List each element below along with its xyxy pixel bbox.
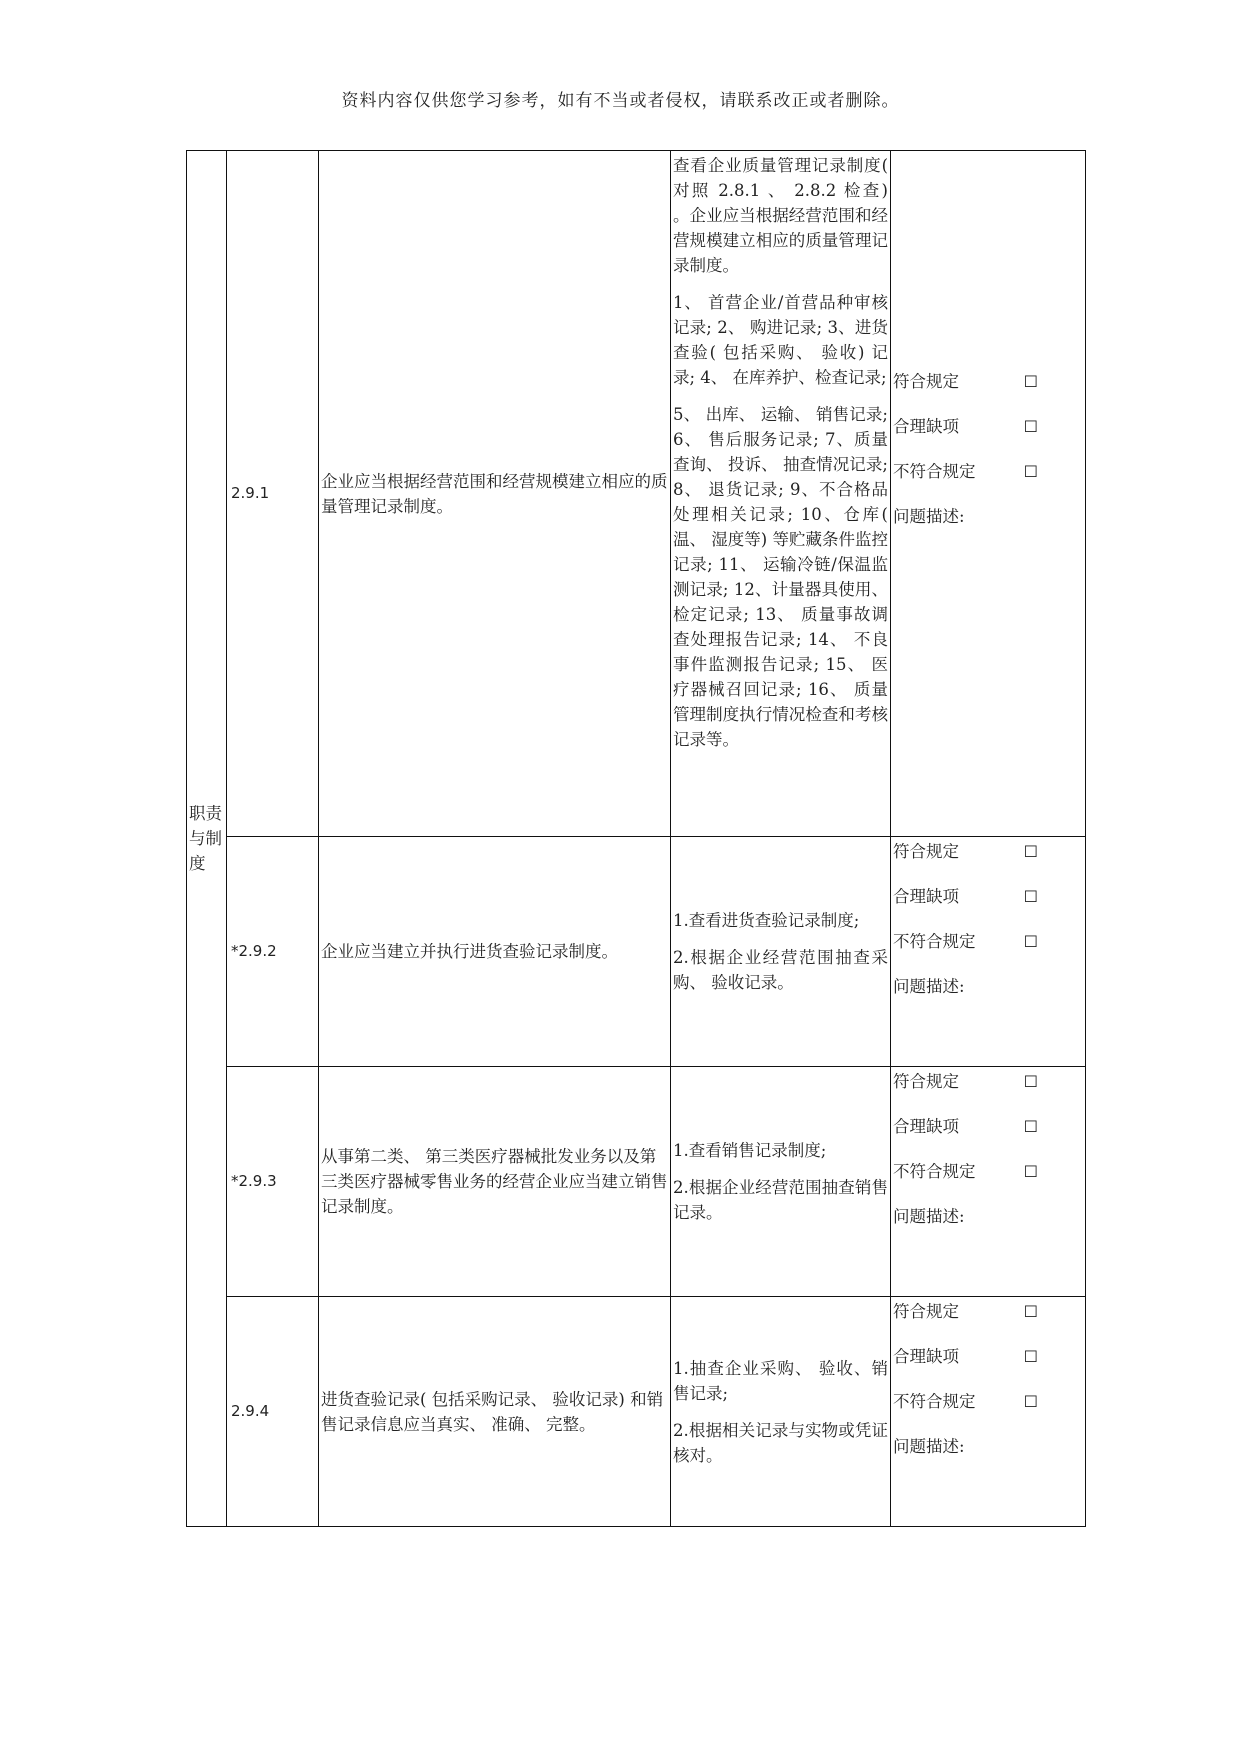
result-reasonable-gap-label: 合理缺项 bbox=[893, 1347, 959, 1366]
result-cell bbox=[891, 1067, 1086, 1297]
inspection-table bbox=[186, 150, 1086, 1527]
result-cell bbox=[891, 151, 1086, 837]
inspection-method bbox=[671, 837, 891, 1067]
result-reasonable-gap-label: 合理缺项 bbox=[893, 416, 959, 436]
method-paragraph: 1.查看销售记录制度; bbox=[673, 1141, 827, 1160]
result-reasonable-gap-label: 合理缺项 bbox=[893, 887, 959, 906]
requirement-text: 企业应当建立并执行进货查验记录制度。 bbox=[319, 837, 671, 1067]
result-cell bbox=[891, 837, 1086, 1067]
result-conform-label: 符合规定 bbox=[893, 1302, 959, 1321]
checkbox-icon[interactable]: ☐ bbox=[1023, 1347, 1038, 1366]
result-conform-label: 符合规定 bbox=[893, 1072, 959, 1091]
checkbox-icon[interactable]: ☐ bbox=[1023, 1072, 1038, 1091]
result-nonconform-label: 不符合规定 bbox=[893, 932, 976, 951]
problem-description-label: 问题描述: bbox=[893, 506, 965, 526]
method-paragraph: 5、 出库、 运输、 销售记录; 6、 售后服务记录; 7、质量查询、 投诉、 抽查情况记录; 8、 退货记录; 9、不合格品处理相关记录; 10、仓库( 温、 湿度等) 等贮藏条件监控记录; 11、 运输冷链/保温监测记录; 12、计量器具使用、 检定记录; 13、 质量事故调查处理报告记录; 14、 不良事件监测报告记录; 15、 医疗器械召回记录; 16、 质量管理制度执行情况检查和考核记录等。 bbox=[673, 405, 888, 749]
item-code: *2.9.3 bbox=[227, 1067, 319, 1297]
problem-description-label: 问题描述: bbox=[893, 1207, 965, 1226]
table-row bbox=[187, 1067, 1086, 1297]
checkbox-icon[interactable]: ☐ bbox=[1023, 461, 1038, 481]
checkbox-icon[interactable]: ☐ bbox=[1023, 1162, 1038, 1181]
requirement-text: 企业应当根据经营范围和经营规模建立相应的质量管理记录制度。 bbox=[319, 151, 671, 837]
inspection-method bbox=[671, 151, 891, 837]
result-nonconform-label: 不符合规定 bbox=[893, 461, 976, 481]
item-code: 2.9.4 bbox=[227, 1297, 319, 1527]
method-paragraph: 2.根据企业经营范围抽查采购、 验收记录。 bbox=[673, 948, 888, 992]
checkbox-icon[interactable]: ☐ bbox=[1023, 1392, 1038, 1411]
result-cell bbox=[891, 1297, 1086, 1527]
checkbox-icon[interactable]: ☐ bbox=[1023, 842, 1038, 861]
table-row bbox=[187, 1297, 1086, 1527]
method-paragraph: 1、 首营企业/首营品种审核记录; 2、 购进记录; 3、进货查验( 包括采购、 验收) 记录; 4、 在库养护、检查记录; bbox=[673, 293, 888, 387]
inspection-method bbox=[671, 1297, 891, 1527]
requirement-text: 进货查验记录( 包括采购记录、 验收记录) 和销售记录信息应当真实、 准确、 完整。 bbox=[319, 1297, 671, 1527]
method-paragraph: 查看企业质量管理记录制度( 对照 2.8.1 、 2.8.2 检查) 。企业应当根据经营范围和经营规模建立相应的质量管理记录制度。 bbox=[673, 156, 888, 275]
page-header-note: 资料内容仅供您学习参考，如有不当或者侵权，请联系改正或者删除。 bbox=[341, 91, 900, 111]
item-code: *2.9.2 bbox=[227, 837, 319, 1067]
problem-description-label: 问题描述: bbox=[893, 1437, 965, 1456]
result-conform-label: 符合规定 bbox=[893, 842, 959, 861]
method-paragraph: 1.查看进货查验记录制度; bbox=[673, 911, 860, 930]
checkbox-icon[interactable]: ☐ bbox=[1023, 416, 1038, 436]
method-paragraph: 2.根据相关记录与实物或凭证核对。 bbox=[673, 1420, 888, 1465]
requirement-text: 从事第二类、 第三类医疗器械批发业务以及第三类医疗器械零售业务的经营企业应当建立销售记录制度。 bbox=[319, 1067, 671, 1297]
result-reasonable-gap-label: 合理缺项 bbox=[893, 1117, 959, 1136]
checkbox-icon[interactable]: ☐ bbox=[1023, 1302, 1038, 1321]
table-row bbox=[187, 837, 1086, 1067]
method-paragraph: 2.根据企业经营范围抽查销售记录。 bbox=[673, 1178, 888, 1222]
checkbox-icon[interactable]: ☐ bbox=[1023, 371, 1038, 391]
inspection-method bbox=[671, 1067, 891, 1297]
table-row bbox=[187, 151, 1086, 837]
method-paragraph: 1.抽查企业采购、 验收、销售记录; bbox=[673, 1358, 888, 1403]
problem-description-label: 问题描述: bbox=[893, 977, 965, 996]
checkbox-icon[interactable]: ☐ bbox=[1023, 887, 1038, 906]
checkbox-icon[interactable]: ☐ bbox=[1023, 932, 1038, 951]
category-label: 职责与制度 bbox=[189, 804, 222, 873]
result-nonconform-label: 不符合规定 bbox=[893, 1392, 976, 1411]
checkbox-icon[interactable]: ☐ bbox=[1023, 1117, 1038, 1136]
category-cell bbox=[187, 151, 227, 1527]
result-nonconform-label: 不符合规定 bbox=[893, 1162, 976, 1181]
result-conform-label: 符合规定 bbox=[893, 371, 959, 391]
item-code: 2.9.1 bbox=[227, 151, 319, 837]
